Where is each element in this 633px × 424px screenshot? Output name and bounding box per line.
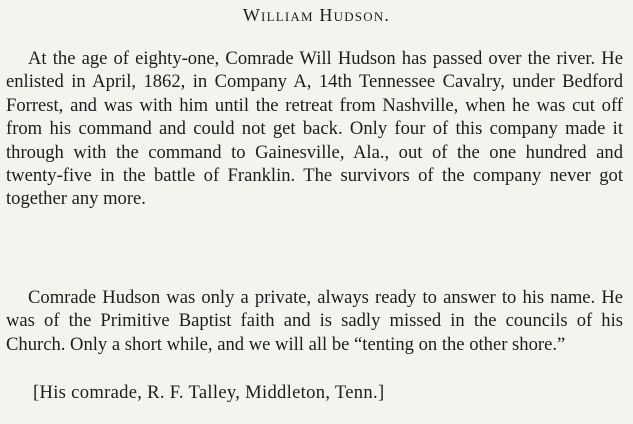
paragraph-2: Comrade Hudson was only a private, always ready to answer to his name. He was of the Primitive Baptist faith and is sadly missed in the councils of his Church. Only a short while, and we will all be “tenting on the other shore.”: [6, 287, 623, 355]
signature-line: [His comrade, R. F. Talley, Middleton, Tenn.]: [33, 382, 385, 403]
article-title: William Hudson.: [242, 5, 391, 25]
paragraph-1: At the age of eighty-one, Comrade Will Hudson has passed over the river. He enlisted in April, 1862, in Company A, 14th Tennessee Cavalry, under Bedford Forrest, and was with him until the retreat from Nashville, when he was cut off from his command and could not get back. Only four of this company made it through with the command to Gainesville, Ala., out of the one hundred and twenty-five in the battle of Franklin. The survivors of the company never got together any more.: [6, 48, 623, 210]
